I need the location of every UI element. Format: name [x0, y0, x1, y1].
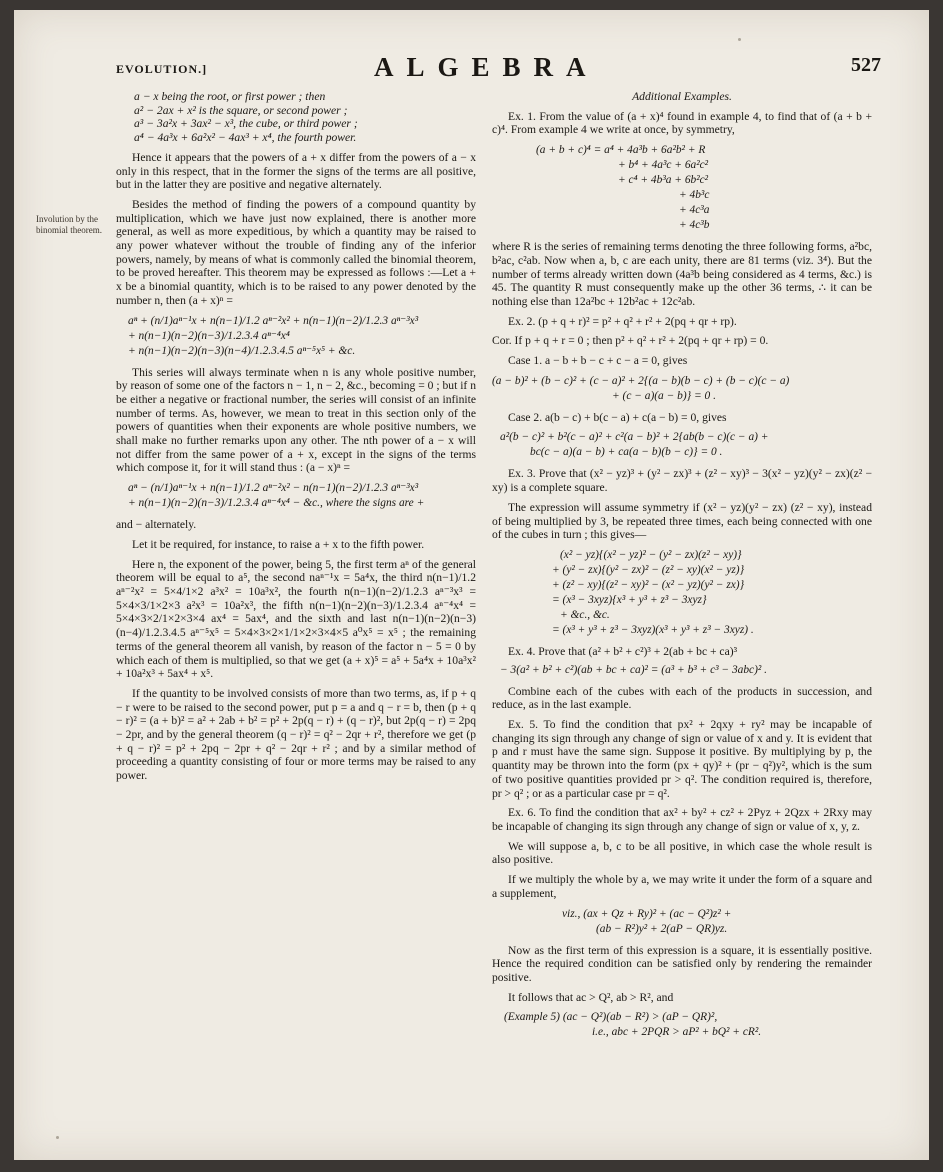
- left-column: [116, 90, 476, 789]
- paragraph: It follows that ac > Q², ab > R², and: [508, 990, 674, 1004]
- paragraph: Here n, the exponent of the power, being 5, the first term aⁿ of the general theorem will be equal to a⁵, the second naⁿ⁻¹x = 5a⁴x, the third n(n−1)/1.2 aⁿ⁻²x² = 5×4/1×2 a³x² = 10a³x², the fourth n(n−1)(n−2)/1.2.3 aⁿ⁻³x³ = 5×4×3/1×2×3 a²x³ = 10a²x³, the fifth n(n−1)(n−2)(n−3)/1.2.3.4 aⁿ⁻⁴x⁴ = 5×4×3×2/1×2×3×4 ax⁴ = 5ax⁴, and the sixth and last n(n−1)(n−2)(n−3)(n−4)/1.2.3.4.5 aⁿ⁻⁵x⁵ = 5×4×3×2×1/1×2×3×4×5 a⁰x⁵ = x⁵ ; the remaining terms of the general theorem all vanish, by reason of the factor n − 5 = 0 by which each of them is multiplied, so that we get (a + x)⁵ = a⁵ + 5a⁴x + 10a³x² + 10a²x³ + 5ax⁴ + x⁵.: [116, 557, 476, 681]
- equation-line: + (c − a)(a − b)} = 0 .: [612, 389, 716, 402]
- equation-line: + (z² − xy){(z² − xy)² − (x² − yz)(y² − zx)}: [552, 578, 745, 591]
- example-line: Cor. If p + q + r = 0 ; then p² + q² + r² + 2(pq + qr + rp) = 0.: [492, 334, 769, 348]
- equation-ex1: [536, 143, 872, 233]
- page-number: 527: [851, 54, 881, 76]
- equation-ex3: [552, 548, 872, 638]
- paragraph: Ex. 1. From the value of (a + x)⁴ found in example 4, to find that of (a + b + c)⁴. From example 4 we write at once, by symmetry,: [492, 109, 872, 137]
- section-heading: Additional Examples.: [632, 90, 732, 103]
- power-line: a⁴ − 4a³x + 6a²x² − 4ax³ + x⁴, the fourth power.: [134, 131, 357, 145]
- paragraph: Ex. 6. To find the condition that ax² + by² + cz² + 2Pyz + 2Qzx + 2Rxy may be incapable of changing its sign through any change of sign or value of x, y, z.: [492, 806, 872, 833]
- equation-line: (a + b + c)⁴ = a⁴ + 4a³b + 6a²b² + R: [536, 144, 706, 157]
- equation-line: (x² − yz){(x² − yz)² − (y² − zx)(z² − xy)}: [560, 548, 742, 561]
- equation-line: + &c., &c.: [560, 608, 610, 621]
- equation-line: + 4c³b: [679, 219, 710, 232]
- margin-note: Involution by the binomial theorem.: [36, 214, 102, 235]
- running-header: [14, 48, 929, 88]
- power-line: a³ − 3a²x + 3ax² − x³, the cube, or third power ;: [134, 117, 358, 131]
- paragraph: Ex. 5. To find the condition that px² + 2qxy + ry² may be incapable of changing its sign through any change of sign or value of x and y. It is evident that p and r must have the same sign. Suppose it positive. By multiplying by p, the quantity may be thrown into the form (px + qy)² + (pr − q²)y², which is the sum of two positive quantities provided pr > q². The condition required is, therefore, pr > q² ; or as a particular case pr = q².: [492, 718, 872, 800]
- equation-line: + n(n−1)(n−2)(n−3)(n−4)/1.2.3.4.5 aⁿ⁻⁵x⁵ + &c.: [128, 344, 356, 357]
- equation-line: + (y² − zx){(y² − zx)² − (z² − xy)(x² − yz)}: [552, 563, 745, 576]
- equation-case2: [500, 430, 872, 460]
- equation-line: (ab − R²)y² + 2(aP − QR)yz.: [596, 922, 728, 935]
- page-title: ALGEBRA: [374, 52, 599, 82]
- equation-line: (Example 5) (ac − Q²)(ab − R²) > (aP − QR)²,: [504, 1011, 718, 1024]
- paper-speck: [56, 1136, 59, 1139]
- equation-line: + b⁴ + 4a³c + 6a²c²: [618, 159, 709, 172]
- paragraph: and − alternately.: [116, 518, 197, 532]
- equation-line: + 4b³c: [679, 189, 710, 202]
- example-line: Ex. 2. (p + q + r)² = p² + q² + r² + 2(pq + qr + rp).: [508, 314, 737, 328]
- equation-line: aⁿ + (n/1)aⁿ⁻¹x + n(n−1)/1.2 aⁿ⁻²x² + n(n−1)(n−2)/1.2.3 aⁿ⁻³x³: [128, 314, 419, 327]
- power-line: a − x being the root, or first power ; then: [134, 90, 326, 103]
- paragraph: The expression will assume symmetry if (x² − yz)(y² − zx) (z² − xy), instead of being multiplied by 3, be repeated three times, each being connected with one of the cubes in turn ; this gives—: [492, 500, 872, 542]
- equation-final: [504, 1010, 872, 1040]
- equation-line: + c⁴ + 4b³a + 6b²c²: [618, 174, 709, 187]
- paragraph: Let it be required, for instance, to raise a + x to the fifth power.: [132, 537, 425, 551]
- equation-line: = (x³ + y³ + z³ − 3xyz)(x³ + y³ + z³ − 3xyz) .: [552, 623, 754, 636]
- paragraph: If we multiply the whole by a, we may write it under the form of a square and a supplement,: [492, 873, 872, 900]
- equation-line: + 4c³a: [679, 204, 710, 217]
- book-page: [14, 10, 929, 1160]
- paper-speck: [738, 38, 741, 41]
- section-title: EVOLUTION.]: [116, 62, 208, 76]
- equation-case1: [492, 374, 872, 404]
- example-line: Ex. 4. Prove that (a² + b² + c²)³ + 2(ab + bc + ca)³: [508, 644, 738, 658]
- equation-line: a²(b − c)² + b²(c − a)² + c²(a − b)² + 2{ab(b − c)(c − a) +: [500, 431, 769, 444]
- paragraph: Besides the method of finding the powers of a compound quantity by multiplication, which we have just now explained, there is another more general, as well as more expeditious, by which a quantity may be raised to any power whatever without the trouble of finding any of the inferior powers, namely, by means of what is commonly called the binomial theorem, to be proved hereafter. This theorem may be expressed as follows :—Let a + x be a binomial quantity, which is to be raised to any power denoted by the number n, then (a + x)ⁿ =: [116, 197, 476, 307]
- example-line: Case 2. a(b − c) + b(c − a) + c(a − b) = 0, gives: [508, 410, 727, 424]
- equation-line: + n(n−1)(n−2)(n−3)/1.2.3.4 aⁿ⁻⁴x⁴ − &c., where the signs are +: [128, 497, 425, 510]
- paragraph: If the quantity to be involved consists of more than two terms, as, if p + q − r were to be raised to the second power, put p = a and q − r = b, then (p + q − r)² = (a + b)² = a² + 2ab + b² = p² + 2p(q − r) + (q − r)², but 2p(q − r) = 2pq − 2pr, and by the general theorem (q − r)² = q² − 2qr + r², therefore we get (p + q − r)² = p² + 2pq − 2pr + q² − 2qr + r² ; and by a similar method of proceeding a quantity consisting of four or more terms may be raised to any power.: [116, 686, 476, 783]
- equation-line: i.e., abc + 2PQR > aP² + bQ² + cR².: [592, 1026, 762, 1039]
- equation-binomial: [128, 314, 476, 359]
- paragraph: We will suppose a, b, c to be all positive, in which case the whole result is also positive.: [492, 839, 872, 867]
- equation-line: + n(n−1)(n−2)(n−3)/1.2.3.4 aⁿ⁻⁴x⁴: [128, 329, 290, 342]
- powers-list: [134, 90, 476, 145]
- equation-line: bc(c − a)(a − b) + ca(a − b)(b − c)} = 0 .: [530, 446, 723, 459]
- paragraph: Hence it appears that the powers of a + x differ from the powers of a − x only in this respect, that in the former the signs of the terms are all positive, but in the latter they are positive and negative alternately.: [116, 150, 476, 192]
- equation-binomial-minus: [128, 481, 476, 511]
- equation-line: (a − b)² + (b − c)² + (c − a)² + 2{(a − b)(b − c) + (b − c)(c − a): [492, 374, 790, 387]
- paragraph: Ex. 3. Prove that (x² − yz)³ + (y² − zx)³ + (z² − xy)³ − 3(x² − yz)(y² − zx)(z² − xy) is a complete square.: [492, 467, 872, 495]
- equation-line: aⁿ − (n/1)aⁿ⁻¹x + n(n−1)/1.2 aⁿ⁻²x² − n(n−1)(n−2)/1.2.3 aⁿ⁻³x³: [128, 482, 419, 495]
- equation-ex4: [500, 663, 872, 678]
- paragraph: Now as the first term of this expression is a square, it is essentially positive. Hence the required condition can be satisfied only by rendering the remainder positive.: [492, 943, 872, 984]
- equation-line: − 3(a² + b² + c²)(ab + bc + ca)² = (a³ + b³ + c³ − 3abc)² .: [500, 663, 767, 676]
- power-line: a² − 2ax + x² is the square, or second power ;: [134, 103, 348, 117]
- paragraph: Combine each of the cubes with each of the products in succession, and reduce, as in the last example.: [492, 684, 872, 712]
- equation-line: = (x³ − 3xyz){x³ + y³ + z³ − 3xyz}: [552, 593, 707, 606]
- equation-line: viz., (ax + Qz + Ry)² + (ac − Q²)z² +: [562, 907, 732, 920]
- example-line: Case 1. a − b + b − c + c − a = 0, gives: [508, 354, 688, 368]
- right-column: [492, 90, 872, 1047]
- equation-viz: [562, 907, 872, 937]
- paragraph: This series will always terminate when n is any whole positive number, by reason of some one of the factors n − 1, n − 2, &c., becoming = 0 ; but if n be either a negative or fractional number, the series will consist of an infinite number of terms. As, however, we mean to treat in this section only of the powers of quantities when their exponents are whole positive numbers, we shall make no further remarks upon any other. The nth power of a − x will not differ from the same power of a + x, except in the signs of the terms which compose it, for it will stand thus : (a − x)ⁿ =: [116, 365, 476, 475]
- paragraph: where R is the series of remaining terms denoting the three following forms, a²bc, b²ac, c²ab. Now when a, b, c are each unity, there are 81 terms (viz. 3⁴). But the number of terms already written down (4a³b being considered as 4 terms, &c.) is 45. The quantity R must consequently make up the other 36 terms, ∴ it can be nothing else than 12a²bc + 12b²ac + 12c²ab.: [492, 240, 872, 308]
